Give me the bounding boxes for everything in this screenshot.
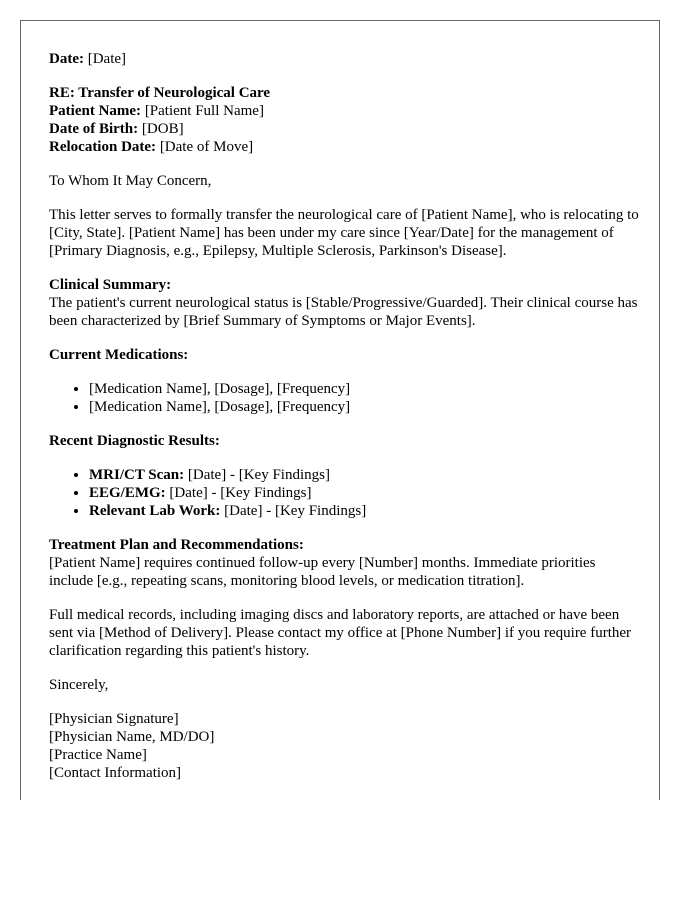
contact-information: [Contact Information] — [49, 765, 182, 781]
signature-block — [49, 710, 639, 782]
diagnostic-item — [89, 484, 639, 502]
medication-item: • [Medication Name], [Dosage], [Frequency] — [89, 398, 639, 416]
relocation-value: [Date of Move] — [156, 139, 254, 155]
date-line — [49, 50, 639, 68]
diagnostic-value: [Date] - [Key Findings] — [220, 503, 367, 519]
clinical-summary-section — [49, 276, 639, 330]
header-block — [49, 84, 639, 156]
closing: Sincerely, — [49, 677, 109, 693]
clinical-summary-text: The patient's current neurological status is [Stable/Progressive/Guarded]. Their clinical course has been characterized by [Brief Summary of Symptoms or Major Events]. — [49, 295, 638, 329]
re-label: RE: Transfer of Neurological Care — [49, 85, 271, 101]
letter-page — [20, 20, 660, 800]
treatment-text: [Patient Name] requires continued follow-up every [Number] months. Immediate priorities include [e.g., repeating scans, monitoring blood levels, or medication titration]. — [49, 555, 596, 589]
clinical-summary-heading: Clinical Summary: — [49, 277, 172, 293]
diagnostic-label: EEG/EMG: — [89, 485, 166, 501]
treatment-heading: Treatment Plan and Recommendations: — [49, 537, 304, 553]
salutation: To Whom It May Concern, — [49, 173, 212, 189]
re-line — [49, 84, 639, 102]
practice-name: [Practice Name] — [49, 747, 147, 763]
medications-heading: Current Medications: — [49, 347, 189, 363]
diagnostic-item — [89, 466, 639, 484]
treatment-section — [49, 536, 639, 590]
diagnostic-value: [Date] - [Key Findings] — [165, 485, 312, 501]
dob-label: Date of Birth: — [49, 121, 139, 137]
medication-item: • [Medication Name], [Dosage], [Frequency] — [89, 380, 639, 398]
diagnostic-label: Relevant Lab Work: — [89, 503, 221, 519]
diagnostic-item — [89, 502, 639, 520]
records-paragraph: Full medical records, including imaging discs and laboratory reports, are attached or have been sent via [Method of Delivery]. Please contact my office at [Phone Number] if you require further clarification regarding this patient's history. — [49, 607, 632, 659]
dob-value: [DOB] — [138, 121, 184, 137]
date-value: [Date] — [83, 51, 127, 67]
physician-signature: [Physician Signature] — [49, 711, 179, 727]
medications-list — [49, 380, 639, 416]
dob-line — [49, 120, 639, 138]
intro-paragraph: This letter serves to formally transfer the neurological care of [Patient Name], who is relocating to [City, State]. [Patient Name] has been under my care since [Year/Date] for the management of [Primary Diagnosis, e.g., Epilepsy, Multiple Sclerosis, Parkinson's Disease]. — [49, 207, 639, 259]
relocation-line — [49, 138, 639, 156]
physician-name: [Physician Name, MD/DO] — [49, 729, 215, 745]
letter-content — [49, 50, 639, 782]
diagnostics-list — [49, 466, 639, 520]
patient-name-value: [Patient Full Name] — [141, 103, 264, 119]
relocation-label: Relocation Date: — [49, 139, 157, 155]
diagnostic-value: [Date] - [Key Findings] — [184, 467, 330, 483]
diagnostics-heading: Recent Diagnostic Results: — [49, 433, 220, 449]
patient-name-label: Patient Name: — [49, 103, 142, 119]
patient-name-line — [49, 102, 639, 120]
date-label: Date: — [49, 51, 84, 67]
diagnostic-label: MRI/CT Scan: — [89, 467, 185, 483]
